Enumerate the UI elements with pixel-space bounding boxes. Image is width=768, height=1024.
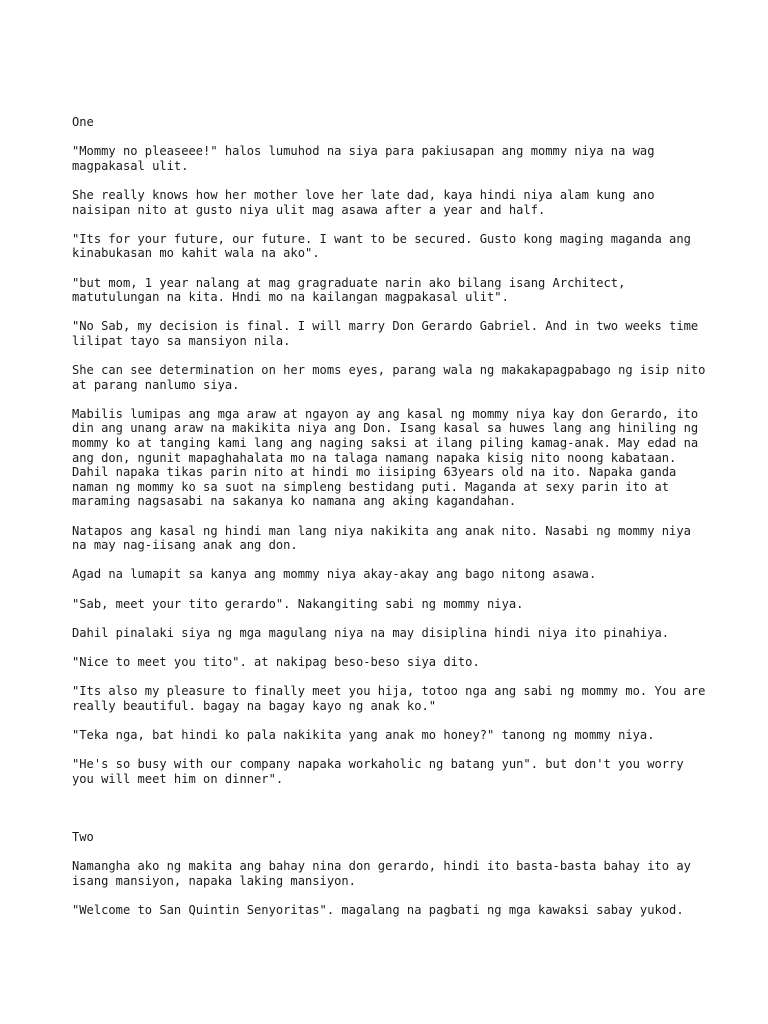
paragraph: "No Sab, my decision is final. I will marry Don Gerardo Gabriel. And in two weeks time lilipat tayo sa mansiyon nila. — [72, 319, 699, 348]
paragraph: "Its also my pleasure to finally meet you hija, totoo nga ang sabi ng mommy mo. You are really beautiful. bagay na bagay kayo ng anak ko." — [72, 684, 706, 713]
chapter-title: One — [72, 115, 94, 129]
paragraph: "Teka nga, bat hindi ko pala nakikita yang anak mo honey?" tanong ng mommy niya. — [72, 727, 655, 742]
paragraph: She can see determination on her moms eyes, parang wala ng makakapagpabago ng isip nito at parang nanlumo siya. — [72, 363, 706, 392]
paragraph: "Its for your future, our future. I want to be secured. Gusto kong maging maganda ang kinabukasan mo kahit wala na ako". — [72, 231, 691, 261]
paragraph: "He's so busy with our company napaka workaholic ng batang yun". but don't you worry you will meet him on dinner". — [72, 757, 684, 786]
paragraph: She really knows how her mother love her late dad, kaya hindi niya alam kung ano naisipan nito at gusto niya ulit mag asawa after a year and half. — [72, 187, 655, 217]
paragraph: "Welcome to San Quintin Senyoritas". magalang na pagbati ng mga kawaksi sabay yukod. — [72, 903, 684, 918]
chapter-two — [72, 830, 712, 918]
chapter-one — [72, 115, 712, 786]
chapter-title: Two — [72, 830, 94, 845]
paragraph: Agad na lumapit sa kanya ang mommy niya akay-akay ang bago nitong asawa. — [72, 567, 597, 582]
paragraph: "Mommy no pleaseee!" halos lumuhod na siya para pakiusapan ang mommy niya na wag magpakasal ulit. — [72, 144, 655, 173]
document-page — [72, 115, 712, 932]
paragraph: Namangha ako ng makita ang bahay nina don gerardo, hindi ito basta-basta bahay ito ay isang mansiyon, napaka laking mansiyon. — [72, 859, 691, 888]
paragraph: Mabilis lumipas ang mga araw at ngayon ay ang kasal ng mommy niya kay don Gerardo, ito din ang unang araw na makikita niya ang Don. Isang kasal sa huwes lang ang hiniling ng mommy ko at tanging kami lang ang naging saksi at ilang piling kamag-anak. May edad na ang don, ngunit mapaghahalata mo na talaga namang napaka kisig nito noong kabataan. Dahil napaka tikas parin nito at hindi mo iisiping 63years old na ito. Napaka ganda naman ng mommy ko sa suot na simpleng bestidang puti. Maganda at sexy parin ito at maraming nagsasabi na sakanya ko namana ang aking kagandahan. — [72, 406, 699, 509]
paragraph: Dahil pinalaki siya ng mga magulang niya na may disiplina hindi niya ito pinahiya. — [72, 625, 670, 640]
paragraph: Natapos ang kasal ng hindi man lang niya nakikita ang anak nito. Nasabi ng mommy niya na may nag-iisang anak ang don. — [72, 523, 691, 553]
paragraph: "but mom, 1 year nalang at mag gragraduate narin ako bilang isang Architect, matutulungan na kita. Hndi mo na kailangan magpakasal ulit". — [72, 275, 626, 305]
paragraph: "Nice to meet you tito". at nakipag beso-beso siya dito. — [72, 654, 480, 669]
paragraph: "Sab, meet your tito gerardo". Nakangiting sabi ng mommy niya. — [72, 596, 524, 611]
chapter-break — [72, 801, 712, 830]
